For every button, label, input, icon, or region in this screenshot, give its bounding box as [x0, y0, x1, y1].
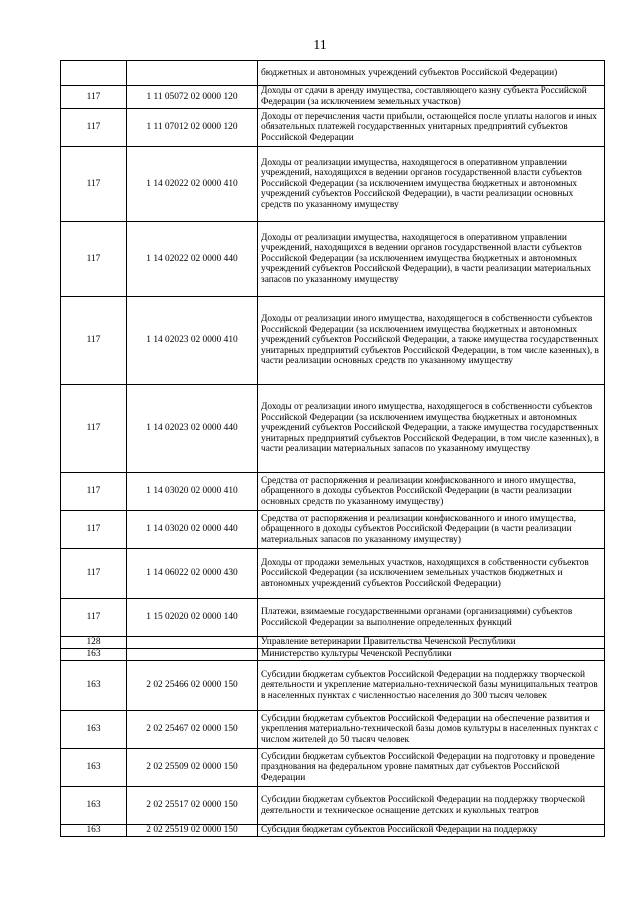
description-cell: бюджетных и автономных учреждений субъектов Российской Федерации): [258, 61, 605, 86]
table-row: [61, 787, 605, 825]
budget-code-cell: 1 14 03020 02 0000 410: [127, 473, 258, 511]
budget-code-cell: 1 11 07012 02 0000 120: [127, 109, 258, 147]
table-row: [61, 637, 605, 649]
description-cell: Субсидия бюджетам субъектов Российской Федерации на поддержку: [258, 825, 605, 837]
budget-code-cell: 1 15 02020 02 0000 140: [127, 599, 258, 637]
description-cell: Средства от распоряжения и реализации конфискованного и иного имущества, обращенного в доходы субъектов Российской Федерации (в части реализации материальных запасов по указанному имуществу): [258, 511, 605, 549]
admin-code-cell: 117: [61, 473, 127, 511]
admin-code-cell: 117: [61, 549, 127, 599]
budget-code-cell: 1 14 03020 02 0000 440: [127, 511, 258, 549]
admin-code-cell: 117: [61, 511, 127, 549]
table-row: [61, 749, 605, 787]
admin-code-cell: 163: [61, 711, 127, 749]
budget-code-cell: 2 02 25509 02 0000 150: [127, 749, 258, 787]
description-cell: Доходы от реализации имущества, находящегося в оперативном управлении учреждений, находящихся в ведении органов государственной власти субъектов Российской Федерации (за исключением имущества бюджетных и автономных учреждений субъектов Российской Федерации), в части реализации основных средств по указанному имуществу: [258, 147, 605, 222]
admin-code-cell: 117: [61, 222, 127, 297]
table-row: [61, 649, 605, 661]
budget-code-cell: 1 14 02023 02 0000 410: [127, 297, 258, 385]
budget-code-cell: [127, 649, 258, 661]
admin-code-cell: 163: [61, 787, 127, 825]
budget-code-cell: 2 02 25467 02 0000 150: [127, 711, 258, 749]
table-row: [61, 147, 605, 222]
admin-code-cell: 117: [61, 385, 127, 473]
description-cell: Субсидии бюджетам субъектов Российской Федерации на поддержку творческой деятельности и техническое оснащение детских и кукольных театров: [258, 787, 605, 825]
budget-code-cell: 1 14 02022 02 0000 440: [127, 222, 258, 297]
description-cell: Субсидии бюджетам субъектов Российской Федерации на поддержку творческой деятельности и укрепление материально-технической базы муниципальных театров в населенных пунктах с численностью населения до 300 тысяч человек: [258, 661, 605, 711]
table-row: [61, 61, 605, 86]
description-cell: Доходы от реализации имущества, находящегося в оперативном управлении учреждений, находящихся в ведении органов государственной власти субъектов Российской Федерации (за исключением имущества бюджетных и автономных учреждений субъектов Российской Федерации), в части реализации материальных запасов по указанному имуществу: [258, 222, 605, 297]
description-cell: Доходы от сдачи в аренду имущества, составляющего казну субъекта Российской Федерации (за исключением земельных участков): [258, 86, 605, 109]
admin-code-cell: [61, 61, 127, 86]
description-cell: Доходы от реализации иного имущества, находящегося в собственности субъектов Российской Федерации (за исключением имущества бюджетных и автономных учреждений субъектов Российской Федерации, а также имущества государственных унитарных предприятий субъектов Российской Федерации, в том числе казенных), в части реализации основных средств по указанному имуществу: [258, 297, 605, 385]
description-cell: Доходы от реализации иного имущества, находящегося в собственности субъектов Российской Федерации (за исключением имущества бюджетных и автономных учреждений субъектов Российской Федерации, а также имущества государственных унитарных предприятий субъектов Российской Федерации, в том числе казенных), в части реализации материальных запасов по указанному имуществу: [258, 385, 605, 473]
table-row: [61, 711, 605, 749]
budget-code-cell: 2 02 25517 02 0000 150: [127, 787, 258, 825]
budget-classification-table: [60, 60, 605, 837]
section-heading-cell: Управление ветеринарии Правительства Чеченской Республики: [258, 637, 605, 649]
budget-code-cell: [127, 61, 258, 86]
budget-code-cell: 1 11 05072 02 0000 120: [127, 86, 258, 109]
admin-code-cell: 163: [61, 661, 127, 711]
table-row: [61, 825, 605, 837]
table-row: [61, 599, 605, 637]
table-row: [61, 86, 605, 109]
admin-code-cell: 163: [61, 825, 127, 837]
admin-code-cell: 117: [61, 297, 127, 385]
description-cell: Доходы от перечисления части прибыли, остающейся после уплаты налогов и иных обязательных платежей государственных унитарных предприятий субъектов Российской Федерации: [258, 109, 605, 147]
admin-code-cell: 117: [61, 147, 127, 222]
budget-code-cell: 1 14 02022 02 0000 410: [127, 147, 258, 222]
budget-code-cell: 1 14 06022 02 0000 430: [127, 549, 258, 599]
admin-code-cell: 163: [61, 649, 127, 661]
section-heading-cell: Министерство культуры Чеченской Республики: [258, 649, 605, 661]
admin-code-cell: 117: [61, 86, 127, 109]
table-row: [61, 549, 605, 599]
description-cell: Доходы от продажи земельных участков, находящихся в собственности субъектов Российской Федерации (за исключением земельных участков бюджетных и автономных учреждений субъектов Российской Федерации): [258, 549, 605, 599]
admin-code-cell: 117: [61, 109, 127, 147]
admin-code-cell: 117: [61, 599, 127, 637]
table-row: [61, 661, 605, 711]
table-row: [61, 385, 605, 473]
description-cell: Платежи, взимаемые государственными органами (организациями) субъектов Российской Федерации за выполнение определенных функций: [258, 599, 605, 637]
table-row: [61, 473, 605, 511]
description-cell: Средства от распоряжения и реализации конфискованного и иного имущества, обращенного в доходы субъектов Российской Федерации (в части реализации основных средств по указанному имуществу): [258, 473, 605, 511]
table-row: [61, 511, 605, 549]
budget-code-cell: 2 02 25466 02 0000 150: [127, 661, 258, 711]
description-cell: Субсидии бюджетам субъектов Российской Федерации на подготовку и проведение празднования на федеральном уровне памятных дат субъектов Российской Федерации: [258, 749, 605, 787]
table-row: [61, 297, 605, 385]
description-cell: Субсидии бюджетам субъектов Российской Федерации на обеспечение развития и укрепления материально-технической базы домов культуры в населенных пунктах с числом жителей до 50 тысяч человек: [258, 711, 605, 749]
table-row: [61, 109, 605, 147]
admin-code-cell: 128: [61, 637, 127, 649]
budget-code-cell: [127, 637, 258, 649]
budget-code-cell: 1 14 02023 02 0000 440: [127, 385, 258, 473]
admin-code-cell: 163: [61, 749, 127, 787]
budget-code-cell: 2 02 25519 02 0000 150: [127, 825, 258, 837]
page-number: 11: [313, 38, 327, 53]
table-row: [61, 222, 605, 297]
